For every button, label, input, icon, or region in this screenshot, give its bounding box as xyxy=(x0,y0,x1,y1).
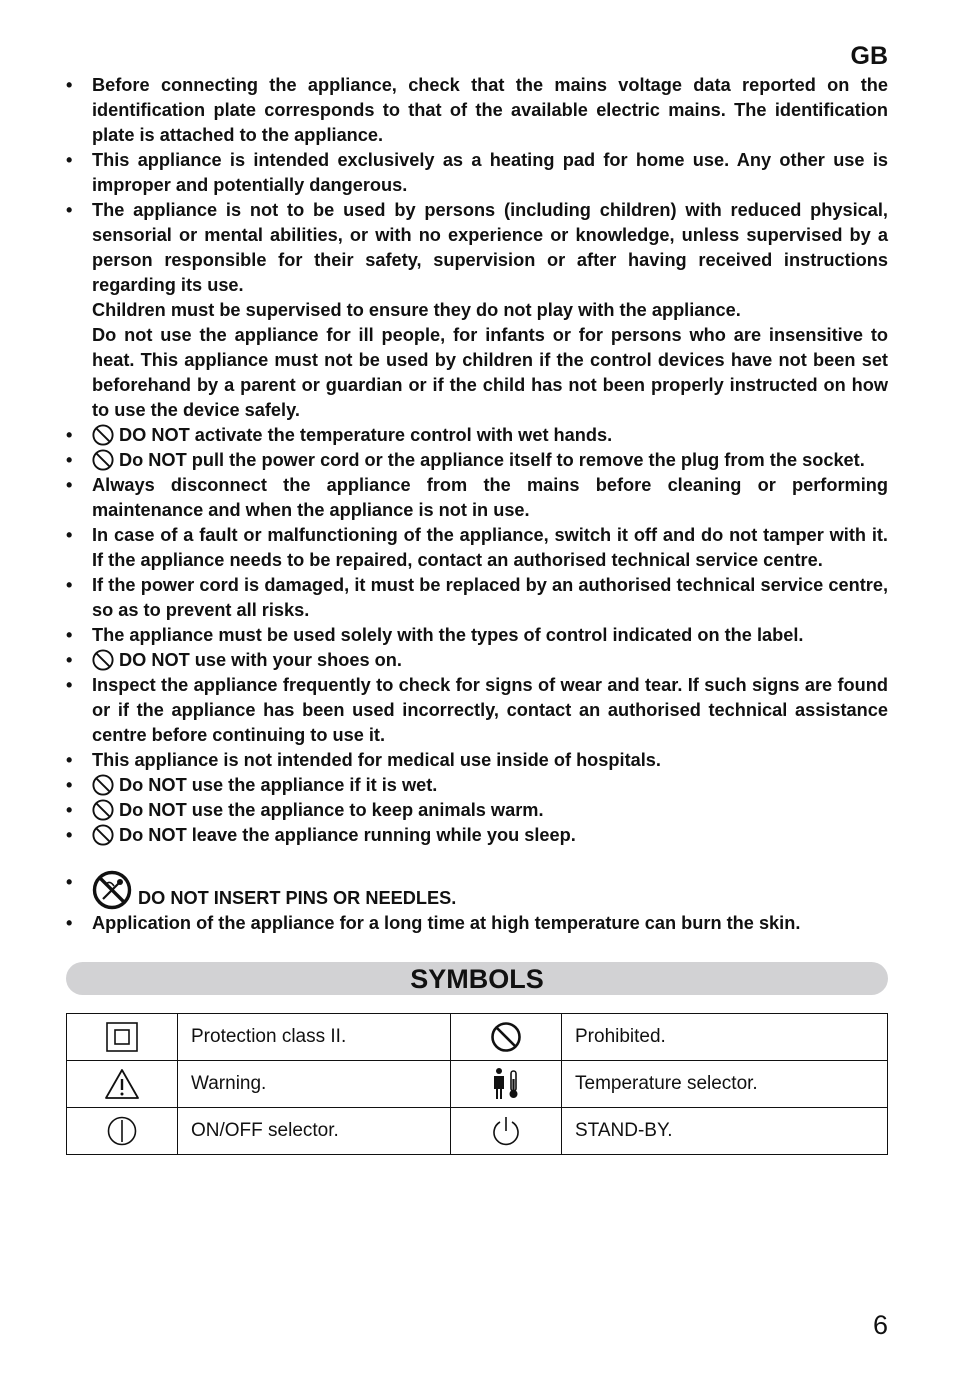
no-pins-icon xyxy=(92,870,132,910)
bullet-marker: • xyxy=(66,775,73,795)
instruction-text-content: Do NOT leave the appliance running while you sleep. xyxy=(119,825,576,845)
symbol-label: Prohibited. xyxy=(562,1014,888,1061)
instruction-text-content: If the power cord is damaged, it must be replaced by an authorised technical service centre, so as to prevent all risks. xyxy=(92,575,888,620)
bullet-marker: • xyxy=(66,625,73,645)
bullet-marker: • xyxy=(66,425,73,445)
instruction-text xyxy=(92,823,888,848)
symbol-icon-cell xyxy=(451,1061,562,1108)
instruction-text xyxy=(92,298,888,323)
prohibited-icon xyxy=(92,649,114,671)
temperature-selector-icon xyxy=(492,1067,520,1101)
instruction-text xyxy=(92,623,888,648)
symbol-icon-cell xyxy=(451,1014,562,1061)
bullet-marker: • xyxy=(66,475,73,495)
instruction-text-content: The appliance is not to be used by persons (including children) with reduced physical, sensorial or mental abilities, or with no experience or knowledge, unless supervised by a person responsible for their safety, supervision or after having received instructions regarding its use. xyxy=(92,200,888,295)
prohibited-icon xyxy=(92,799,114,821)
instruction-text-content: DO NOT INSERT PINS OR NEEDLES. xyxy=(138,888,457,908)
instruction-text-content: DO NOT use with your shoes on. xyxy=(119,650,402,670)
bullet-marker: • xyxy=(66,75,73,95)
instruction-text xyxy=(92,573,888,623)
list-item xyxy=(66,573,888,623)
list-item xyxy=(66,473,888,523)
on-off-icon xyxy=(106,1115,138,1147)
instruction-text xyxy=(92,673,888,748)
instruction-text-content: Do NOT pull the power cord or the appliance itself to remove the plug from the socket. xyxy=(119,450,865,470)
list-item xyxy=(66,911,888,936)
instruction-text xyxy=(92,870,888,911)
symbol-label: Temperature selector. xyxy=(562,1061,888,1108)
instruction-text xyxy=(92,748,888,773)
bullet-marker: • xyxy=(66,675,73,695)
instruction-text xyxy=(92,323,888,423)
list-item xyxy=(66,870,888,911)
list-item xyxy=(66,423,888,448)
bullet-marker: • xyxy=(66,150,73,170)
instruction-text xyxy=(92,198,888,298)
bullet-marker: • xyxy=(66,825,73,845)
prohibited-icon xyxy=(490,1021,522,1053)
instruction-text xyxy=(92,648,888,673)
bullet-marker: • xyxy=(66,872,73,892)
list-item xyxy=(66,773,888,798)
instruction-text-content: Inspect the appliance frequently to check for signs of wear and tear. If such signs are found or if the appliance has been used incorrectly, contact an authorised technical assistance centre before continuing to use it. xyxy=(92,675,888,745)
list-item xyxy=(66,448,888,473)
symbols-table xyxy=(66,1013,888,1155)
symbols-heading: SYMBOLS xyxy=(66,962,888,995)
list-item xyxy=(66,73,888,148)
table-row xyxy=(67,1014,888,1061)
list-item xyxy=(66,648,888,673)
symbol-icon-cell xyxy=(67,1014,178,1061)
symbol-icon-cell xyxy=(67,1108,178,1155)
instruction-text-content: This appliance is not intended for medical use inside of hospitals. xyxy=(92,750,661,770)
instruction-text-content: This appliance is intended exclusively as a heating pad for home use. Any other use is improper and potentially dangerous. xyxy=(92,150,888,195)
instruction-text-content: Do NOT use the appliance if it is wet. xyxy=(119,775,438,795)
instruction-text-content: Children must be supervised to ensure they do not play with the appliance. xyxy=(92,300,741,320)
list-item xyxy=(66,823,888,848)
list-item xyxy=(66,148,888,198)
instruction-text xyxy=(92,448,888,473)
language-code: GB xyxy=(850,42,888,70)
bullet-marker: • xyxy=(66,650,73,670)
bullet-marker: • xyxy=(66,450,73,470)
instruction-text xyxy=(92,473,888,523)
table-row xyxy=(67,1108,888,1155)
instruction-text xyxy=(92,148,888,198)
list-item xyxy=(66,748,888,773)
instruction-text-content: Always disconnect the appliance from the mains before cleaning or performing maintenance and when the appliance is not in use. xyxy=(92,475,888,520)
instruction-text xyxy=(92,798,888,823)
symbol-label: ON/OFF selector. xyxy=(178,1108,451,1155)
instruction-text-content: The appliance must be used solely with the types of control indicated on the label. xyxy=(92,625,804,645)
prohibited-icon xyxy=(92,424,114,446)
standby-icon xyxy=(490,1115,522,1147)
instruction-text-content: Application of the appliance for a long time at high temperature can burn the skin. xyxy=(92,913,801,933)
symbol-label: Warning. xyxy=(178,1061,451,1108)
bullet-marker: • xyxy=(66,200,73,220)
list-item xyxy=(66,798,888,823)
instruction-text-content: Before connecting the appliance, check that the mains voltage data reported on the identification plate corresponds to that of the available electric mains. The identification plate is attached to the appliance. xyxy=(92,75,888,145)
page-number: 6 xyxy=(872,1310,888,1340)
prohibited-icon xyxy=(92,774,114,796)
prohibited-icon xyxy=(92,824,114,846)
instruction-text xyxy=(92,73,888,148)
instruction-text-content: Do not use the appliance for ill people, for infants or for persons who are insensitive to heat. This appliance must not be used by children if the control devices have not been set beforehand by a parent or guardian or if the child has not been properly instructed on how to use the device safely. xyxy=(92,325,888,420)
list-item xyxy=(66,523,888,573)
instruction-text-content: In case of a fault or malfunctioning of the appliance, switch it off and do not tamper with it. If the appliance needs to be repaired, contact an authorised technical service centre. xyxy=(92,525,888,570)
instruction-text xyxy=(92,423,888,448)
bullet-marker: • xyxy=(66,800,73,820)
list-item xyxy=(66,673,888,748)
list-item xyxy=(66,198,888,423)
instruction-text xyxy=(92,523,888,573)
table-row xyxy=(67,1061,888,1108)
instruction-text-content: DO NOT activate the temperature control with wet hands. xyxy=(119,425,613,445)
protection-class-ii-icon xyxy=(106,1022,138,1052)
symbol-label: STAND-BY. xyxy=(562,1108,888,1155)
instruction-text xyxy=(92,911,888,936)
symbol-label: Protection class II. xyxy=(178,1014,451,1061)
list-item xyxy=(66,623,888,648)
prohibited-icon xyxy=(92,449,114,471)
instruction-text-content: Do NOT use the appliance to keep animals warm. xyxy=(119,800,544,820)
bullet-marker: • xyxy=(66,750,73,770)
symbol-icon-cell xyxy=(67,1061,178,1108)
safety-instructions-list xyxy=(66,73,888,936)
instruction-text xyxy=(92,773,888,798)
warning-icon xyxy=(104,1068,140,1100)
bullet-marker: • xyxy=(66,913,73,933)
symbol-icon-cell xyxy=(451,1108,562,1155)
bullet-marker: • xyxy=(66,575,73,595)
bullet-marker: • xyxy=(66,525,73,545)
